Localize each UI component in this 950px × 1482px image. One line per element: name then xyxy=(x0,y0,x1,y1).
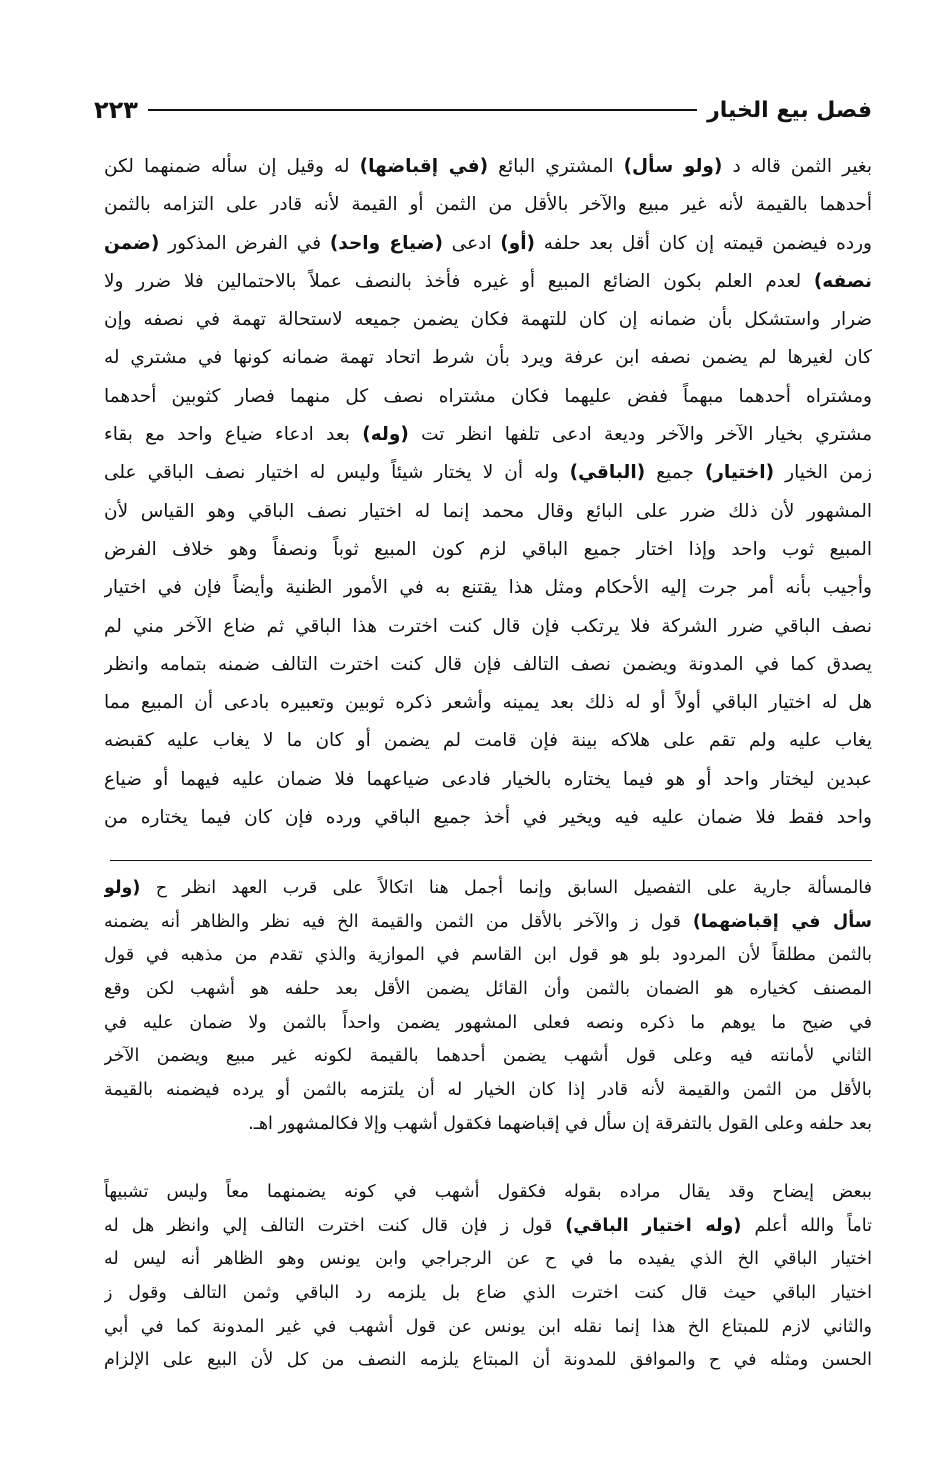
text-line xyxy=(104,339,872,377)
text-line xyxy=(104,378,872,416)
text-segment: جميع xyxy=(645,462,705,484)
bold-term: (ضياع واحد) xyxy=(329,232,443,254)
text-segment: اختيار الباقي حيث قال كنت اخترت الذي ضاع بل يلزمه رد الباقي وثمن التالف وقول ز xyxy=(104,1283,872,1304)
text-line xyxy=(104,1074,872,1108)
text-segment: ورده فيضمن قيمته إن كان أقل بعد حلفه xyxy=(535,232,872,254)
text-line xyxy=(104,608,872,646)
bold-term: (وله) xyxy=(362,424,409,446)
text-line xyxy=(104,148,872,186)
text-segment: في الفرض المذكور xyxy=(159,232,330,254)
text-segment: اختيار الباقي الخ الذي يفيده ما في ح عن الرجراجي وابن يونس وهو الظاهر أنه ليس له xyxy=(104,1249,872,1270)
text-segment: بعد ادعاء ضياع واحد مع بقاء xyxy=(104,424,363,446)
text-segment: لعدم العلم بكون الضائع المبيع أو غيره فأخذ بالنصف عملاً بالاحتمالين فلا ضرر ولا xyxy=(104,270,814,292)
text-segment: وأجيب بأنه أمر جرت إليه الأحكام ومثل هذا يقتنع به في الأمور الظنية وأيضاً فإن في اختيار xyxy=(104,577,872,599)
bold-term: (أو) xyxy=(500,232,535,254)
bold-term: سأل في إقباضهما) xyxy=(692,911,872,932)
text-segment: الثاني لأمانته فيه وعلى قول أشهب يضمن أحدهما بالقيمة لكونه غير مبيع ويضمن الآخر xyxy=(104,1046,872,1067)
text-line xyxy=(104,799,872,837)
page-header xyxy=(94,92,872,128)
text-segment: الحسن ومثله في ح والموافق للمدونة أن المبتاع يلزمه النصف من كل لأن البيع على الإلزام xyxy=(104,1350,872,1371)
text-line xyxy=(104,973,872,1007)
text-segment: نصف الباقي ضرر الشركة فلا يرتكب فإن قال كنت اخترت هذا الباقي ثم ضاع الآخر مني لم xyxy=(104,615,872,637)
text-segment: بالثمن مطلقاً لأن المردود بلو هو قول ابن القاسم في الموازية والذي تقدم من مذهبه في قول xyxy=(104,945,872,966)
text-line xyxy=(104,1108,872,1142)
text-segment: قول ز والآخر بالأقل من الثمن والقيمة الخ فيه نظر والظاهر أنه يضمنه xyxy=(104,911,693,932)
footnote-block-1 xyxy=(104,872,872,1142)
text-segment: يغاب عليه ولم تقم على هلاكه بينة فإن قامت لم يضمن أو كان ما لا يغاب عليه كقبضه xyxy=(104,730,872,752)
text-line xyxy=(104,225,872,263)
text-line xyxy=(104,761,872,799)
text-line xyxy=(104,493,872,531)
bold-term: (اختيار) xyxy=(704,462,775,484)
bold-term: (ولو سأل) xyxy=(623,156,723,177)
text-segment: بالأقل من الثمن والقيمة لأنه قادر إذا كان الخيار له أن يلتزمه بالثمن أو يرده فيضمنه بالقيمة xyxy=(104,1080,872,1101)
text-line xyxy=(104,1176,872,1210)
text-segment: له وقيل إن سأله ضمنهما لكن xyxy=(104,156,360,177)
text-line xyxy=(104,1007,872,1041)
bold-term: (ضمن xyxy=(104,232,160,254)
text-segment: قول ز فإن قال كنت اخترت التالف إلي وانظر هل له xyxy=(104,1215,566,1236)
text-line xyxy=(104,722,872,760)
footnote-separator xyxy=(110,860,872,861)
text-segment: أحدهما بالقيمة لأنه غير مبيع والآخر بالأقل من الثمن أو القيمة لأنه قادر على التزامه بالثمن xyxy=(104,194,872,216)
text-line xyxy=(104,684,872,722)
bold-term: (الباقي) xyxy=(569,462,646,484)
text-segment: هل له اختيار الباقي أولاً أو له ذلك بعد يمينه وأشعر ذكره ثوبين وتعبيره بادعى أن المبيع مما xyxy=(104,692,872,714)
header-rule xyxy=(148,109,697,111)
bold-term: (في إقباضها) xyxy=(359,156,489,177)
text-segment: المصنف كخياره هو الضمان بالثمن وأن القائل يضمن الأقل بعد حلفه هو أشهب لكن وقع xyxy=(104,979,872,1000)
text-segment: ببعض إيضاح وقد يقال مراده بقوله فكقول أشهب في كونه يضمنهما معاً وليس تشبيهاً xyxy=(104,1182,872,1202)
text-segment: ضرار واستشكل بأن ضمانه إن كان للتهمة فكان يضمن جميعه لاستحالة تهمة في نصفه وإن xyxy=(104,309,872,331)
text-segment: واحد فقط فلا ضمان عليه فيه ويخير في أخذ جميع الباقي ورده فإن كان فيما يختاره من xyxy=(104,807,872,829)
text-line xyxy=(104,1210,872,1244)
text-segment: بغير الثمن قاله د xyxy=(722,156,872,177)
text-line xyxy=(104,872,872,906)
text-segment: في ضيح ما يوهم ما ذكره ونصه فعلى المشهور يضمن واحداً بالثمن ولا ضمان عليه في xyxy=(104,1012,872,1033)
main-text xyxy=(104,148,872,837)
bold-term: (وله اختيار الباقي) xyxy=(565,1215,742,1236)
text-line xyxy=(104,1243,872,1277)
text-line xyxy=(104,186,872,224)
text-segment: فالمسألة جارية على التفصيل السابق وإنما أجمل هنا اتكالاً على قرب العهد انظر ح xyxy=(140,878,872,898)
text-line xyxy=(104,906,872,940)
bold-term: (ولو xyxy=(104,878,141,898)
text-segment: وله أن لا يختار شيئاً وليس له اختيار نصف الباقي على xyxy=(104,462,570,484)
text-segment: ومشتراه أحدهما مبهماً ففض عليهما فكان مشتراه نصف كل منهما فصار كثوبين أحدهما xyxy=(104,385,872,407)
text-line xyxy=(104,1311,872,1345)
chapter-title: فصل بيع الخيار xyxy=(707,97,872,123)
text-segment: والثاني لازم للمبتاع الخ هذا إنما نقله ابن يونس عن قول أشهب في غير المدونة كما في أبي xyxy=(104,1316,872,1337)
text-segment: كان لغيرها لم يضمن نصفه ابن عرفة ويرد بأن شرط اتحاد تهمة ضمانه كونها في مشتري له xyxy=(104,347,872,369)
text-line xyxy=(104,569,872,607)
text-segment: بعد حلفه وعلى القول بالتفرقة إن سأل في إقباضهما فكقول أشهب وإلا فكالمشهور اهـ. xyxy=(248,1113,872,1134)
text-segment: يصدق كما في المدونة ويضمن نصف التالف فإن قال كنت اخترت التالف ضمنه بتمامه وانظر xyxy=(104,653,872,675)
text-line xyxy=(104,646,872,684)
text-line xyxy=(104,263,872,301)
text-segment: مشتري بخيار الآخر والآخر وديعة ادعى تلفها انظر تت xyxy=(408,424,872,446)
text-segment: تاماً والله أعلم xyxy=(741,1215,872,1236)
text-segment: المشهور لأن ذلك ضرر على البائع وقال محمد إنما له اختيار نصف الباقي وهو القياس لأن xyxy=(104,500,872,522)
text-segment: المشتري البائع xyxy=(488,156,624,177)
text-line xyxy=(104,1040,872,1074)
text-line xyxy=(104,301,872,339)
text-line xyxy=(104,531,872,569)
text-segment: زمن الخيار xyxy=(774,462,872,484)
text-line xyxy=(104,1344,872,1378)
text-segment: عبدين ليختار واحد أو هو فيما يختاره بالخيار فادعى ضياعهما فلا ضمان عليه فيهما أو ضياع xyxy=(104,768,872,790)
footnote-block-2 xyxy=(104,1176,872,1378)
text-line xyxy=(104,1277,872,1311)
text-segment: ادعى xyxy=(442,232,501,254)
text-line xyxy=(104,416,872,454)
text-segment: المبيع ثوب واحد وإذا اختار جميع الباقي لزم كون المبيع ثوباً ونصفاً وهو خلاف الفرض xyxy=(104,538,872,560)
text-line xyxy=(104,939,872,973)
page-number: ٢٢٣ xyxy=(94,96,138,124)
text-line xyxy=(104,454,872,492)
bold-term: نصفه) xyxy=(813,270,872,292)
